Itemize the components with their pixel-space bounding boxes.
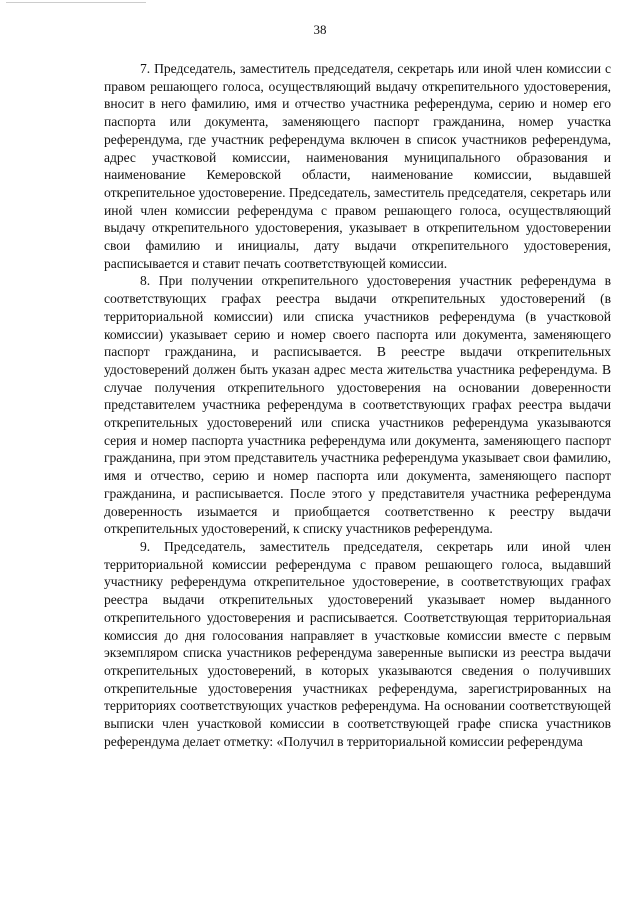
- paragraph-8: 8. При получении открепительного удостоверения участник референдума в соответствующих графах реестра выдачи открепительных удостоверений (в территориальной комиссии) или списка участников референдума (в участковой комиссии) указывает серию и номер своего паспорта или документа, заменяющего паспорт гражданина, и расписывается. В реестре выдачи открепительных удостоверений должен быть указан адрес места жительства участника референдума. В случае получения открепительного удостоверения на основании доверенности представителем участника референдума в соответствующих графах реестра выдачи открепительных удостоверений или списка участников референдума указываются серия и номер паспорта участника референдума или документа, заменяющего паспорт гражданина, при этом представитель участника референдума указывает свои фамилию, имя и отчество, серию и номер паспорта или документа, заменяющего паспорт гражданина, и расписывается. После этого у представителя участника референдума доверенность изымается и приобщается соответственно к реестру выдачи открепительных удостоверений, к списку участников референдума.: [104, 273, 611, 537]
- paragraph-7: 7. Председатель, заместитель председателя, секретарь или иной член комиссии с правом решающего голоса, осуществляющий выдачу открепительного удостоверения, вносит в него фамилию, имя и отчество участника референдума, серию и номер его паспорта или документа, заменяющего паспорт гражданина, номер участка референдума, где участник референдума включен в список участников референдума, адрес участковой комиссии, наименования муниципального образования и наименование Кемеровской области, наименование комиссии, выдавшей открепительное удостоверение. Председатель, заместитель председателя, секретарь или иной член комиссии референдума с правом решающего голоса, осуществляющий выдачу открепительного удостоверения, указывает в открепительном удостоверении свои фамилию и инициалы, дату выдачи открепительного удостоверения, расписывается и ставит печать соответствующей комиссии.: [104, 61, 611, 271]
- paragraph-9: 9. Председатель, заместитель председателя, секретарь или иной член территориальной комиссии референдума с правом решающего голоса, выдавший участнику референдума открепительное удостоверение, в соответствующих графах реестра выдачи открепительных удостоверений указывает номер выданного открепительного удостоверения и расписывается. Соответствующая территориальная комиссия до дня голосования направляет в участковые комиссии вместе с первым экземпляром списка участников референдума заверенные выписки из реестра выдачи открепительных удостоверений, в которых указываются сведения о получивших открепительные удостоверения участниках референдума, зарегистрированных на территориях соответствующих участков референдума. На основании соответствующей выписки член участковой комиссии в соответствующей графе списка участников референдума делает отметку: «Получил в территориальной комиссии референдума: [104, 538, 611, 749]
- document-body: [104, 60, 611, 750]
- page-number: 38: [313, 22, 327, 37]
- scan-edge-mark: [6, 2, 146, 3]
